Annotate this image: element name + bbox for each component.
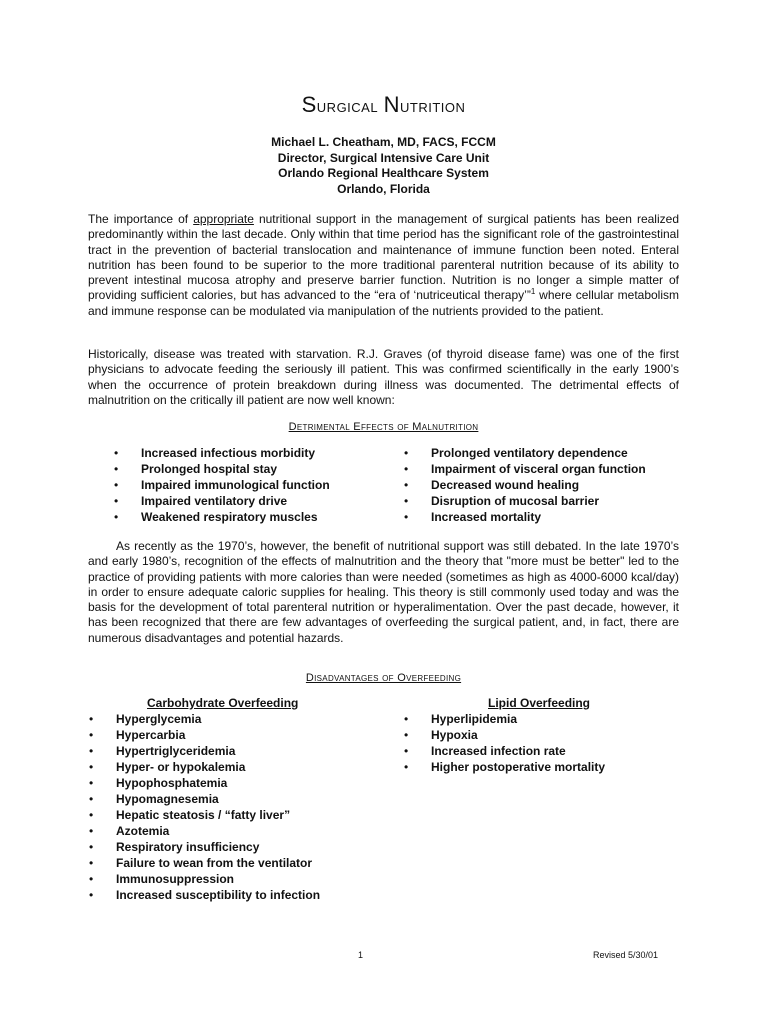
author-name: Michael L. Cheatham, MD, FACS, FCCM bbox=[271, 135, 496, 149]
list-item: • Respiratory insufficiency bbox=[88, 839, 320, 855]
list-item: • Hyperglycemia bbox=[88, 711, 320, 727]
list-item: • Failure to wean from the ventilator bbox=[88, 855, 320, 871]
list-item: • Increased infectious morbidity bbox=[113, 445, 330, 461]
history-paragraph: Historically, disease was treated with starvation. R.J. Graves (of thyroid disease fame) was one of the first physicians to advocate feeding the seriously ill patient. This was confirmed scientifically in the early 1900’s when the occurrence of protein breakdown during illness was documented. The detrimental effects of malnutrition on the critically ill patient are now well known: bbox=[88, 347, 679, 407]
list-item: • Hyperlipidemia bbox=[403, 711, 605, 727]
title-initial-s: S bbox=[301, 92, 317, 117]
list-item: • Hypomagnesemia bbox=[88, 791, 320, 807]
list-item: • Hypercarbia bbox=[88, 727, 320, 743]
list-item: • Increased infection rate bbox=[403, 743, 605, 759]
list-item: • Hyper- or hypokalemia bbox=[88, 759, 320, 775]
section-heading-overfeeding: Disadvantages of Overfeeding bbox=[305, 672, 462, 684]
author-byline bbox=[88, 135, 679, 197]
intro-paragraph: The importance of appropriate nutritional support in the management of surgical patients has been realized predominantly within the last decade. Only within that time period has the significant role of the gastrointestinal tract in the prevention of bacterial translocation and maintenance of immune function been noted. Enteral nutrition has been found to be superior to the more traditional parenteral nutrition because of its ability to prevent intestinal mucosa atrophy and preserve barrier function. Nutrition is no longer a simple matter of providing sufficient calories, but has advanced to the “era of ‘nutriceutical therapy’”$^1$ where cellular metabolism and immune response can be modulated via manipulation of the nutrients provided to the patient. bbox=[88, 212, 680, 318]
list-item: • Disruption of mucosal barrier bbox=[403, 493, 646, 509]
list-item: • Increased susceptibility to infection bbox=[88, 887, 320, 903]
document-page bbox=[88, 0, 679, 1024]
title-part-2: utrition bbox=[399, 96, 466, 116]
page-number: 1 bbox=[358, 950, 364, 960]
author-location: Orlando, Florida bbox=[337, 181, 430, 196]
list-item: • Impaired ventilatory drive bbox=[113, 493, 330, 509]
list-item: • Prolonged ventilatory dependence bbox=[403, 445, 646, 461]
list-item: • Impairment of visceral organ function bbox=[403, 461, 646, 477]
list-item: • Hepatic steatosis / “fatty liver” bbox=[88, 807, 320, 823]
list-item: • Hypoxia bbox=[403, 727, 605, 743]
list-item: • Hypertriglyceridemia bbox=[88, 743, 320, 759]
effects-list-left bbox=[113, 445, 330, 525]
carbohydrate-heading: Carbohydrate Overfeeding bbox=[147, 696, 299, 710]
list-item: • Immunosuppression bbox=[88, 871, 320, 887]
effects-list-right bbox=[403, 445, 646, 525]
list-item: • Higher postoperative mortality bbox=[403, 759, 605, 775]
list-item: • Azotemia bbox=[88, 823, 320, 839]
author-position: Director, Surgical Intensive Care Unit bbox=[277, 150, 490, 165]
list-item: • Decreased wound healing bbox=[403, 477, 646, 493]
underlined-word: appropriate bbox=[193, 212, 254, 226]
list-item: • Impaired immunological function bbox=[113, 477, 330, 493]
lipid-heading: Lipid Overfeeding bbox=[488, 696, 591, 710]
title-initial-n: N bbox=[383, 92, 400, 117]
section-heading-malnutrition: Detrimental Effects of Malnutrition bbox=[288, 421, 479, 433]
list-item: • Weakened respiratory muscles bbox=[113, 509, 330, 525]
author-organization: Orlando Regional Healthcare System bbox=[278, 166, 489, 180]
document-title bbox=[88, 92, 679, 118]
title-part-1: urgical bbox=[316, 96, 384, 116]
lipid-list bbox=[403, 711, 605, 775]
list-item: • Prolonged hospital stay bbox=[113, 461, 330, 477]
revision-date: Revised 5/30/01 bbox=[593, 950, 659, 960]
list-item: • Increased mortality bbox=[403, 509, 646, 525]
overfeeding-paragraph: As recently as the 1970’s, however, the benefit of nutritional support was still debated. In the late 1970’s and early 1980’s, recognition of the effects of malnutrition and the theory that "more must be better" led to the practice of providing patients with more calories than were needed (sometimes as high as 4000-6000 kcal/day) in order to ensure adequate caloric supplies for healing. This theory is still commonly used today and was the basis for the development of total parenteral nutrition or hyperalimentation. Over the past decade, however, it has been recognized that there are few advantages of overfeeding the surgical patient, and, in fact, there are numerous disadvantages and potential hazards. bbox=[88, 539, 679, 645]
list-item: • Hypophosphatemia bbox=[88, 775, 320, 791]
carbohydrate-list bbox=[88, 711, 320, 903]
footnote-ref: 1 bbox=[530, 287, 536, 297]
